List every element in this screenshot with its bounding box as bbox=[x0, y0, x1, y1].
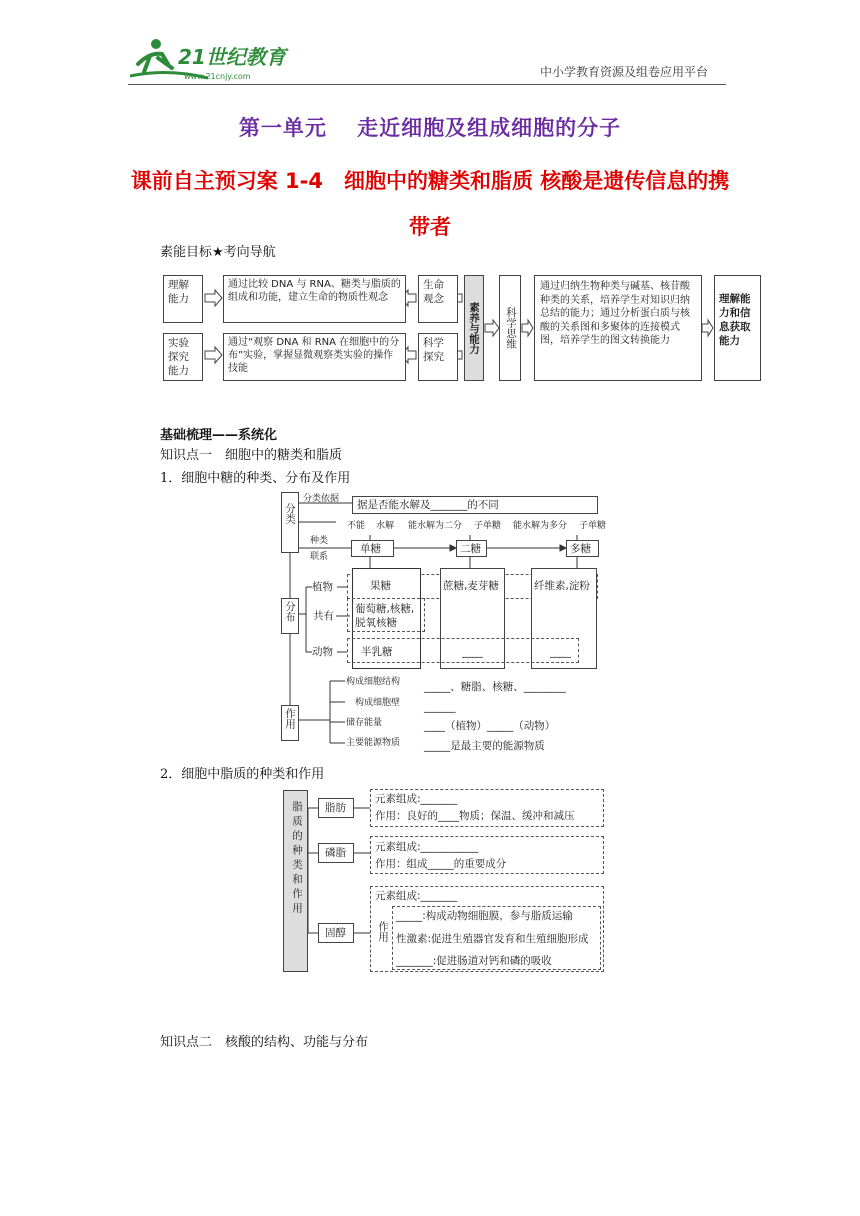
glucose: 葡萄糖,核糖,脱氧核糖 bbox=[355, 603, 415, 629]
fat-line2: 作用：良好的____物质；保温、缓冲和减压 bbox=[375, 810, 575, 822]
cellulose-starch: 纤维素,淀粉 bbox=[534, 580, 590, 592]
basis-box: 据是否能水解及_______的不同 bbox=[352, 496, 598, 514]
sugar-classify: 分类 bbox=[281, 492, 299, 553]
basis-label: 分类依据 bbox=[303, 494, 340, 504]
f3-label: 储存能量 bbox=[346, 718, 383, 728]
goal-science-inquiry: 科学探究 bbox=[418, 333, 458, 381]
sterol-sex-hormone: 性激素:促进生殖器官发育和生殖细胞形成 bbox=[396, 933, 589, 945]
lesson-title: 课前自主预习案 1-4 细胞中的糖类和脂质 核酸是遗传信息的携带者 bbox=[130, 169, 730, 239]
phos-line2: 作用：组成_____的重要成分 bbox=[375, 858, 507, 870]
kp1-heading: 知识点一 细胞中的糖类和脂质 bbox=[160, 448, 343, 463]
kinds-label: 种类 bbox=[310, 536, 329, 546]
galactose: 半乳糖 bbox=[361, 646, 393, 658]
item1-heading: 1．细胞中糖的种类、分布及作用 bbox=[160, 471, 351, 486]
goal-center-label: 素养与能力 bbox=[464, 275, 484, 381]
kind-di: 二糖 bbox=[456, 540, 487, 557]
goal-right-text: 通过归纳生物种类与碱基、核苷酸种类的关系，培养学生对知识归纳总结的能力；通过分析蛋白质与核酸的关系图和多聚体的连接模式图，培养学生的图文转换能力 bbox=[534, 275, 702, 381]
goal-label-understanding: 理解能力 bbox=[163, 275, 203, 323]
lipid-main-label: 脂质的种类和作用 bbox=[283, 790, 308, 972]
f2-label: 构成细胞壁 bbox=[355, 698, 401, 708]
goal-life-concept: 生命观念 bbox=[418, 275, 458, 323]
f4-label: 主要能源物质 bbox=[346, 738, 401, 748]
link-label: 联系 bbox=[310, 552, 329, 562]
common-label: 共有 bbox=[313, 610, 334, 622]
basics-heading: 基础梳理——系统化 bbox=[160, 428, 278, 443]
phos-line1: 元素组成:___________ bbox=[375, 841, 479, 853]
sterol-line1: 元素组成:_______ bbox=[375, 890, 458, 902]
sucrose-maltose: 蔗糖,麦芽糖 bbox=[443, 580, 499, 592]
f4-text: _____是最主要的能源物质 bbox=[424, 740, 545, 752]
goals-heading: 素能目标★考向导航 bbox=[160, 245, 276, 260]
fructose: 果糖 bbox=[370, 580, 391, 592]
sugar-distribute: 分布 bbox=[281, 598, 299, 634]
fat-line1: 元素组成:_______ bbox=[375, 793, 458, 805]
goal-text-2: 通过“观察 DNA 和 RNA 在细胞中的分布”实验，掌握显微观察类实验的操作技能 bbox=[223, 333, 406, 381]
hydro-0: 不能 bbox=[347, 521, 366, 531]
sterol-cholesterol: _____:构成动物细胞膜，参与脂质运输 bbox=[396, 910, 573, 922]
f1-label: 构成细胞结构 bbox=[346, 677, 401, 687]
f3-text: ____（植物）_____（动物） bbox=[424, 720, 556, 732]
hydro-3: 子单糖 bbox=[474, 521, 502, 531]
f1-text: _____、糖脂、核糖、________ bbox=[424, 681, 566, 693]
sterol-function-label: 作用 bbox=[377, 921, 389, 942]
goal-sci-thinking: 科学思维 bbox=[499, 275, 521, 381]
kp2-heading: 知识点二 核酸的结构、功能与分布 bbox=[160, 1035, 369, 1050]
goal-right-label: 理解能力和信息获取能力 bbox=[714, 275, 761, 381]
hydro-2: 能水解为二分 bbox=[408, 521, 463, 531]
kind-mono: 单糖 bbox=[351, 540, 394, 557]
item2-heading: 2．细胞中脂质的种类和作用 bbox=[160, 767, 325, 782]
goal-label-experiment: 实验探究能力 bbox=[163, 333, 203, 381]
lipid-sterol: 固醇 bbox=[318, 923, 354, 943]
animal-label: 动物 bbox=[312, 646, 333, 658]
sugar-function: 作用 bbox=[281, 705, 299, 741]
lipid-phospholipid: 磷脂 bbox=[318, 843, 354, 863]
goal-text-1: 通过比较 DNA 与 RNA、糖类与脂质的组成和功能，建立生命的物质性观念 bbox=[223, 275, 406, 323]
unit-title: 第一单元 走近细胞及组成细胞的分子 bbox=[238, 116, 622, 140]
logo-text: 21世纪教育 bbox=[178, 45, 286, 69]
hydro-4: 能水解为多分 bbox=[513, 521, 568, 531]
hydro-1: 水解 bbox=[376, 521, 395, 531]
logo-url: www.21cnjy.com bbox=[184, 72, 251, 81]
platform-name: 中小学教育资源及组卷应用平台 bbox=[540, 65, 709, 79]
f2-blank: ______ bbox=[424, 701, 456, 713]
sterol-vitamin-d: _______:促进肠道对钙和磷的吸收 bbox=[396, 955, 552, 967]
lipid-fat: 脂肪 bbox=[318, 798, 354, 818]
kind-poly: 多糖 bbox=[566, 540, 599, 557]
animal-poly-blank: ____ bbox=[550, 646, 571, 658]
animal-di-blank: ____ bbox=[462, 646, 483, 658]
plant-label: 植物 bbox=[312, 581, 333, 593]
hydro-5: 子单糖 bbox=[579, 521, 607, 531]
